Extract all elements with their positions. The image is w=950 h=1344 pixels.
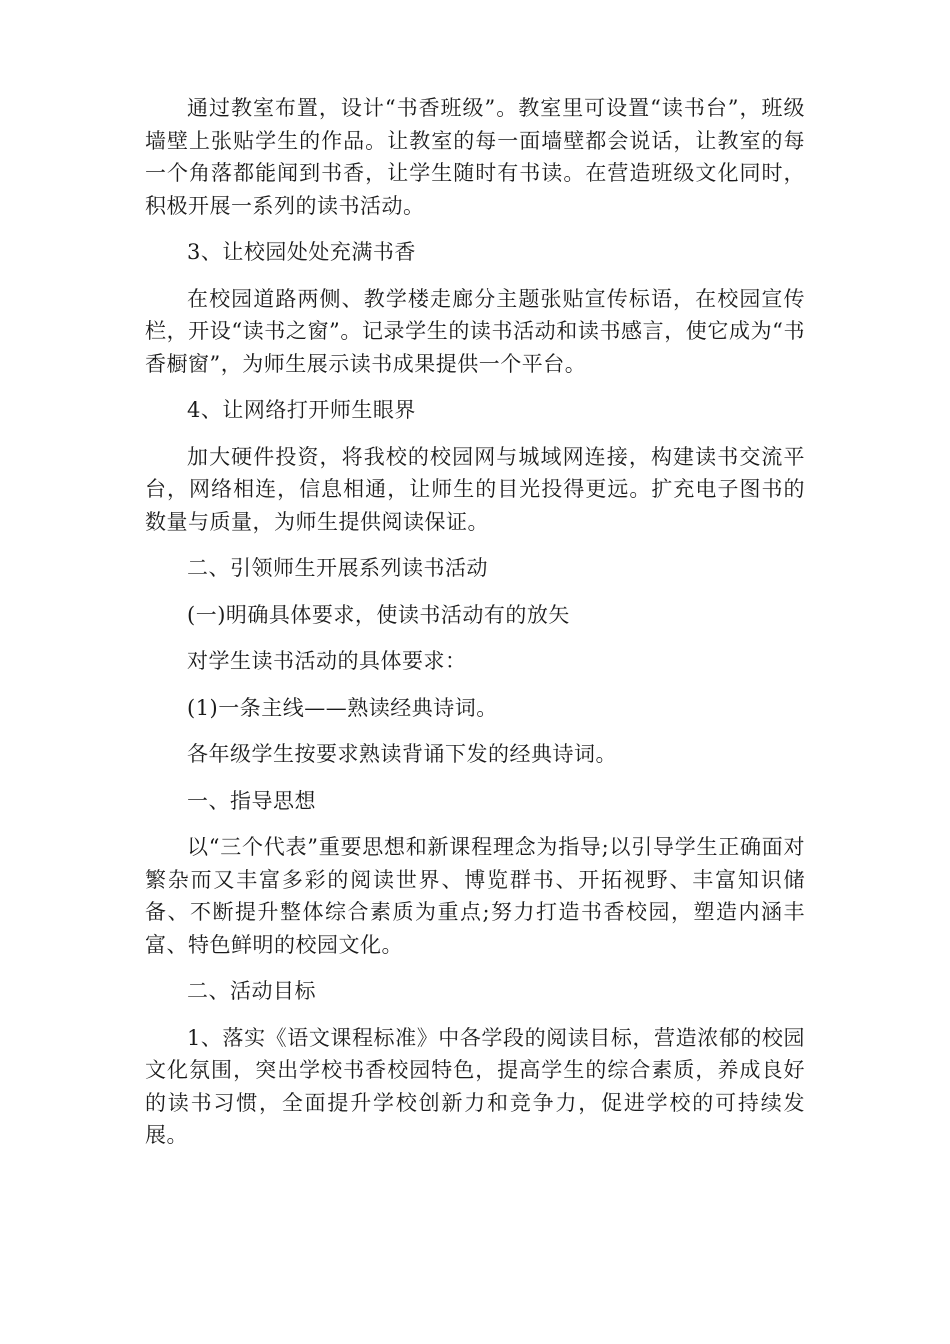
- text-main-line: (1)一条主线——熟读经典诗词。: [187, 695, 498, 720]
- paragraph-classroom-layout: 通过教室布置，设计“书香班级”。教室里可设置“读书台”，班级墙壁上张贴学生的作品。让教室的每一面墙壁都会说话，让教室的每一个角落都能闻到书香，让学生随时有书读。在营造班级文化同时，积极开展一系列的读书活动。: [145, 96, 805, 218]
- text-student-requirements: 对学生读书活动的具体要求：: [187, 649, 467, 673]
- heading-reading-activities: 二、引领师生开展系列读书活动: [187, 556, 488, 580]
- heading-campus-fragrance: 3、让校园处处充满书香: [187, 240, 416, 264]
- paragraph-guiding-ideology: 以“三个代表”重要思想和新课程理念为指导;以引导学生正确面对繁杂而又丰富多彩的阅读世界、博览群书、开拓视野、丰富知识储备、不断提升整体综合素质为重点;努力打造书香校园，塑造内涵丰富、特色鲜明的校园文化。: [145, 835, 805, 957]
- heading-network: 4、让网络打开师生眼界: [187, 398, 416, 422]
- text-grade-recitation: 各年级学生按要求熟读背诵下发的经典诗词。: [187, 742, 617, 766]
- paragraph-campus-slogans: 在校园道路两侧、教学楼走廊分主题张贴宣传标语，在校园宣传栏，开设“读书之窗”。记录学生的读书活动和读书感言，使它成为“书香橱窗”，为师生展示读书成果提供一个平台。: [145, 286, 805, 376]
- document-page: [145, 92, 805, 1166]
- paragraph-hardware-investment: 加大硬件投资，将我校的校园网与城域网连接，构建读书交流平台，网络相连，信息相通，让师生的目光投得更远。扩充电子图书的数量与质量，为师生提供阅读保证。: [145, 444, 805, 534]
- heading-specific-requirements: (一)明确具体要求，使读书活动有的放矢: [187, 602, 570, 627]
- heading-activity-goals: 二、活动目标: [187, 979, 316, 1003]
- paragraph-activity-goals: 1、落实《语文课程标准》中各学段的阅读目标，营造浓郁的校园文化氛围，突出学校书香校园特色，提高学生的综合素质，养成良好的读书习惯，全面提升学校创新力和竞争力，促进学校的可持续发展。: [145, 1025, 805, 1147]
- heading-guiding-ideology: 一、指导思想: [187, 788, 316, 813]
